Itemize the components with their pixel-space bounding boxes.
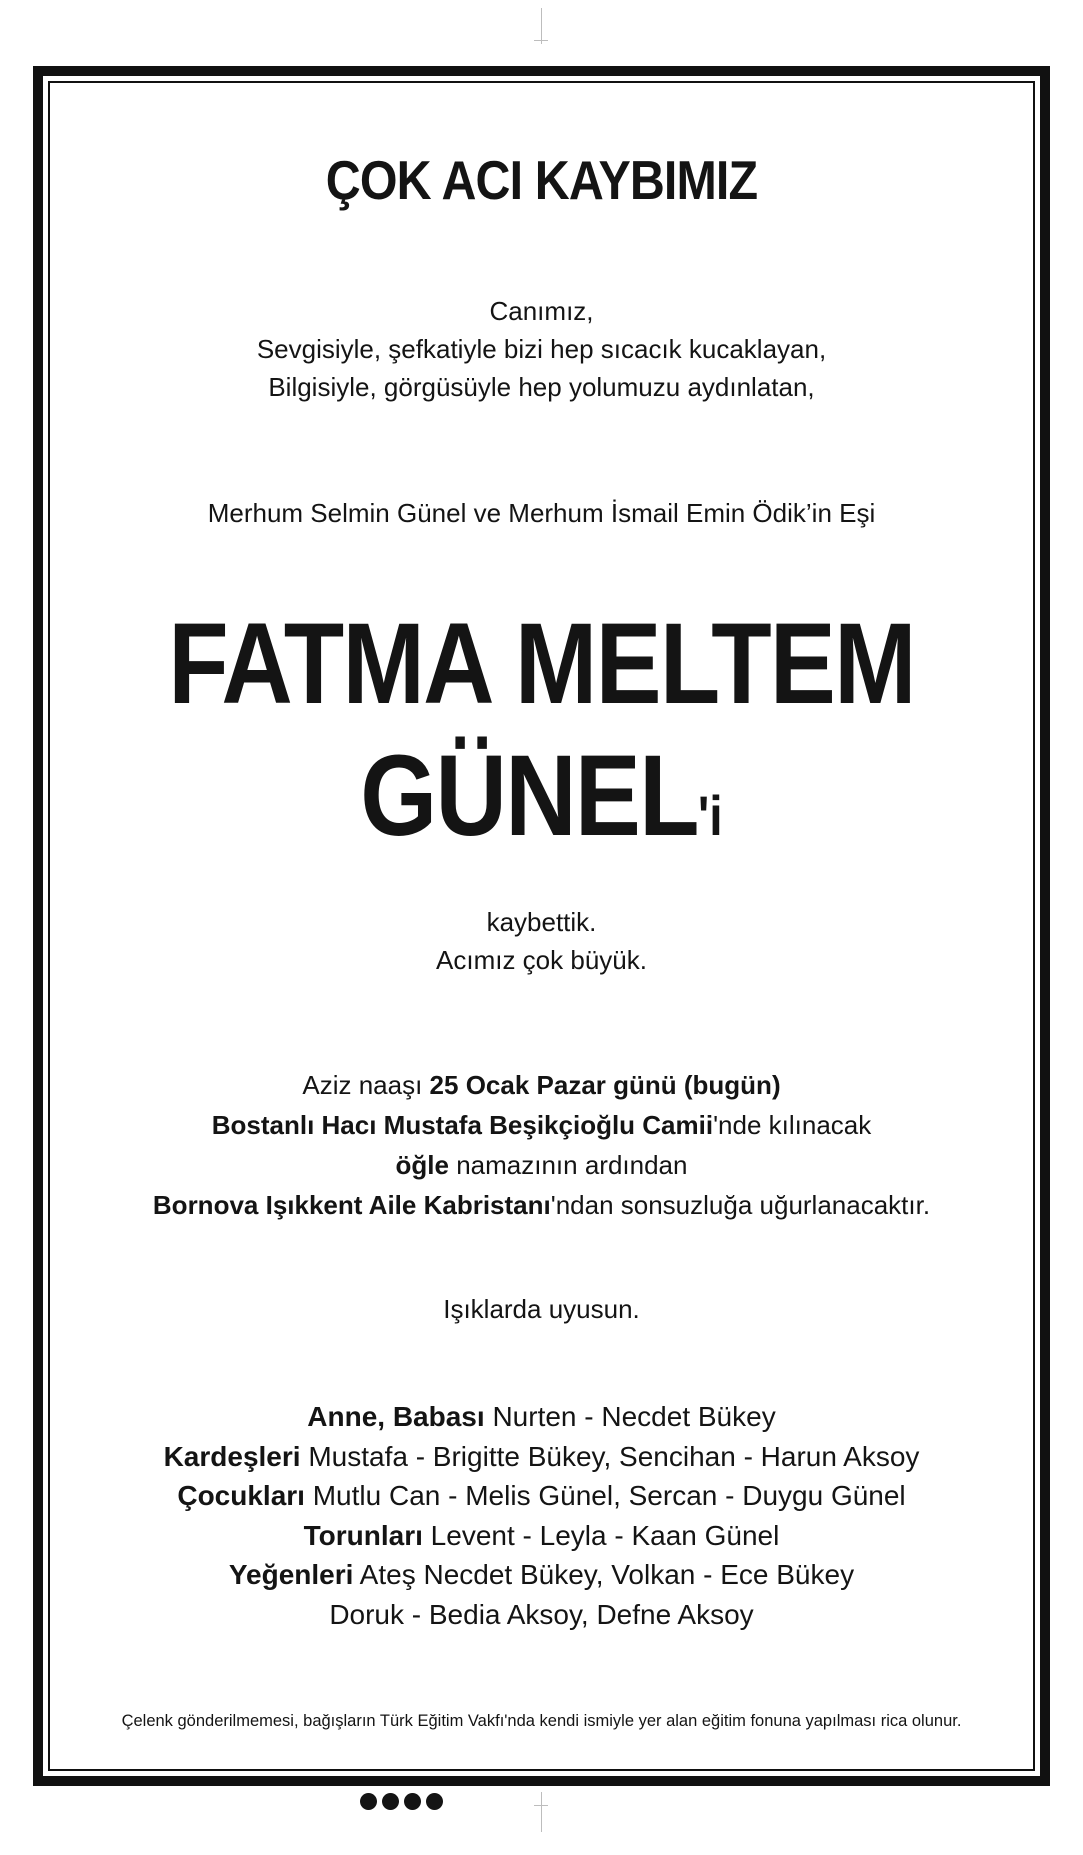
page-dot: [382, 1793, 399, 1810]
funeral-details: [60, 1065, 1023, 1225]
funeral-text: Aziz naaşı: [302, 1070, 430, 1100]
funeral-line-date: [60, 1065, 1023, 1105]
intro-line: Canımız,: [489, 296, 594, 326]
crop-mark-bottom: [541, 1792, 542, 1832]
funeral-text: 'ndan sonsuzluğa uğurlanacaktır.: [550, 1190, 931, 1220]
intro-text: [60, 292, 1023, 406]
funeral-prayer: öğle: [395, 1150, 449, 1180]
headline: ÇOK ACI KAYBIMIZ: [325, 149, 758, 211]
funeral-mosque: Bostanlı Hacı Mustafa Beşikçioğlu Camii: [211, 1110, 714, 1140]
deceased-name-line1: FATMA MELTEM: [168, 600, 915, 728]
rest-line: Işıklarda uyusun.: [443, 1294, 640, 1324]
lost-line: Acımız çok büyük.: [436, 945, 647, 975]
family-relation: Anne, Babası: [307, 1401, 485, 1432]
spouse-line: Merhum Selmin Günel ve Merhum İsmail Emin Ödik’in Eşi: [207, 498, 876, 528]
family-names: Mutlu Can - Melis Günel, Sercan - Duygu Günel: [304, 1480, 906, 1511]
family-row: [60, 1437, 1023, 1477]
crop-mark-top: [541, 8, 542, 44]
deceased-surname: GÜNEL: [360, 732, 698, 860]
page-dot: [360, 1793, 377, 1810]
family-relation: Kardeşleri: [163, 1440, 301, 1472]
family-relation: Torunları: [303, 1519, 423, 1551]
family-names: Ateş Necdet Bükey, Volkan - Ece Bükey: [353, 1559, 855, 1590]
lost-text: [60, 903, 1023, 979]
funeral-line-cemetery: [60, 1185, 1023, 1225]
funeral-line-prayer: [60, 1145, 1023, 1185]
deceased-name-suffix: 'i: [697, 784, 723, 847]
crop-mark-top-cross: [534, 40, 548, 41]
page-dot: [426, 1793, 443, 1810]
family-names: Nurten - Necdet Bükey: [484, 1401, 776, 1432]
family-row: [60, 1516, 1023, 1556]
family-row: [60, 1476, 1023, 1516]
page-dot: [404, 1793, 421, 1810]
family-row: [60, 1397, 1023, 1437]
funeral-cemetery: Bornova Işıkkent Aile Kabristanı: [152, 1190, 551, 1220]
family-names: Levent - Leyla - Kaan Günel: [422, 1519, 780, 1551]
funeral-date: 25 Ocak Pazar günü (bugün): [429, 1070, 781, 1100]
page-indicator: [360, 1793, 443, 1810]
family-row: [60, 1595, 1023, 1635]
family-list: [60, 1397, 1023, 1634]
funeral-text: 'nde kılınacak: [713, 1110, 872, 1140]
family-relation: Yeğenleri: [228, 1559, 354, 1590]
intro-line: Sevgisiyle, şefkatiyle bizi hep sıcacık kucaklayan,: [256, 334, 827, 364]
lost-line: kaybettik.: [486, 907, 597, 937]
family-row: [60, 1555, 1023, 1595]
deceased-name: [127, 598, 955, 882]
funeral-line-mosque: [60, 1105, 1023, 1145]
funeral-text: namazının ardından: [448, 1150, 688, 1180]
deceased-name-line2: [127, 730, 955, 882]
family-relation: Çocukları: [177, 1480, 305, 1511]
footnote: Çelenk gönderilmemesi, bağışların Türk Eğitim Vakfı'nda kendi ismiyle yer alan eğitim fonuna yapılması rica olunur.: [121, 1712, 962, 1730]
crop-mark-bottom-cross: [534, 1805, 548, 1806]
family-names: Mustafa - Brigitte Bükey, Sencihan - Harun Aksoy: [300, 1440, 920, 1472]
intro-line: Bilgisiyle, görgüsüyle hep yolumuzu aydınlatan,: [268, 372, 815, 402]
family-names: Doruk - Bedia Aksoy, Defne Aksoy: [329, 1598, 754, 1630]
